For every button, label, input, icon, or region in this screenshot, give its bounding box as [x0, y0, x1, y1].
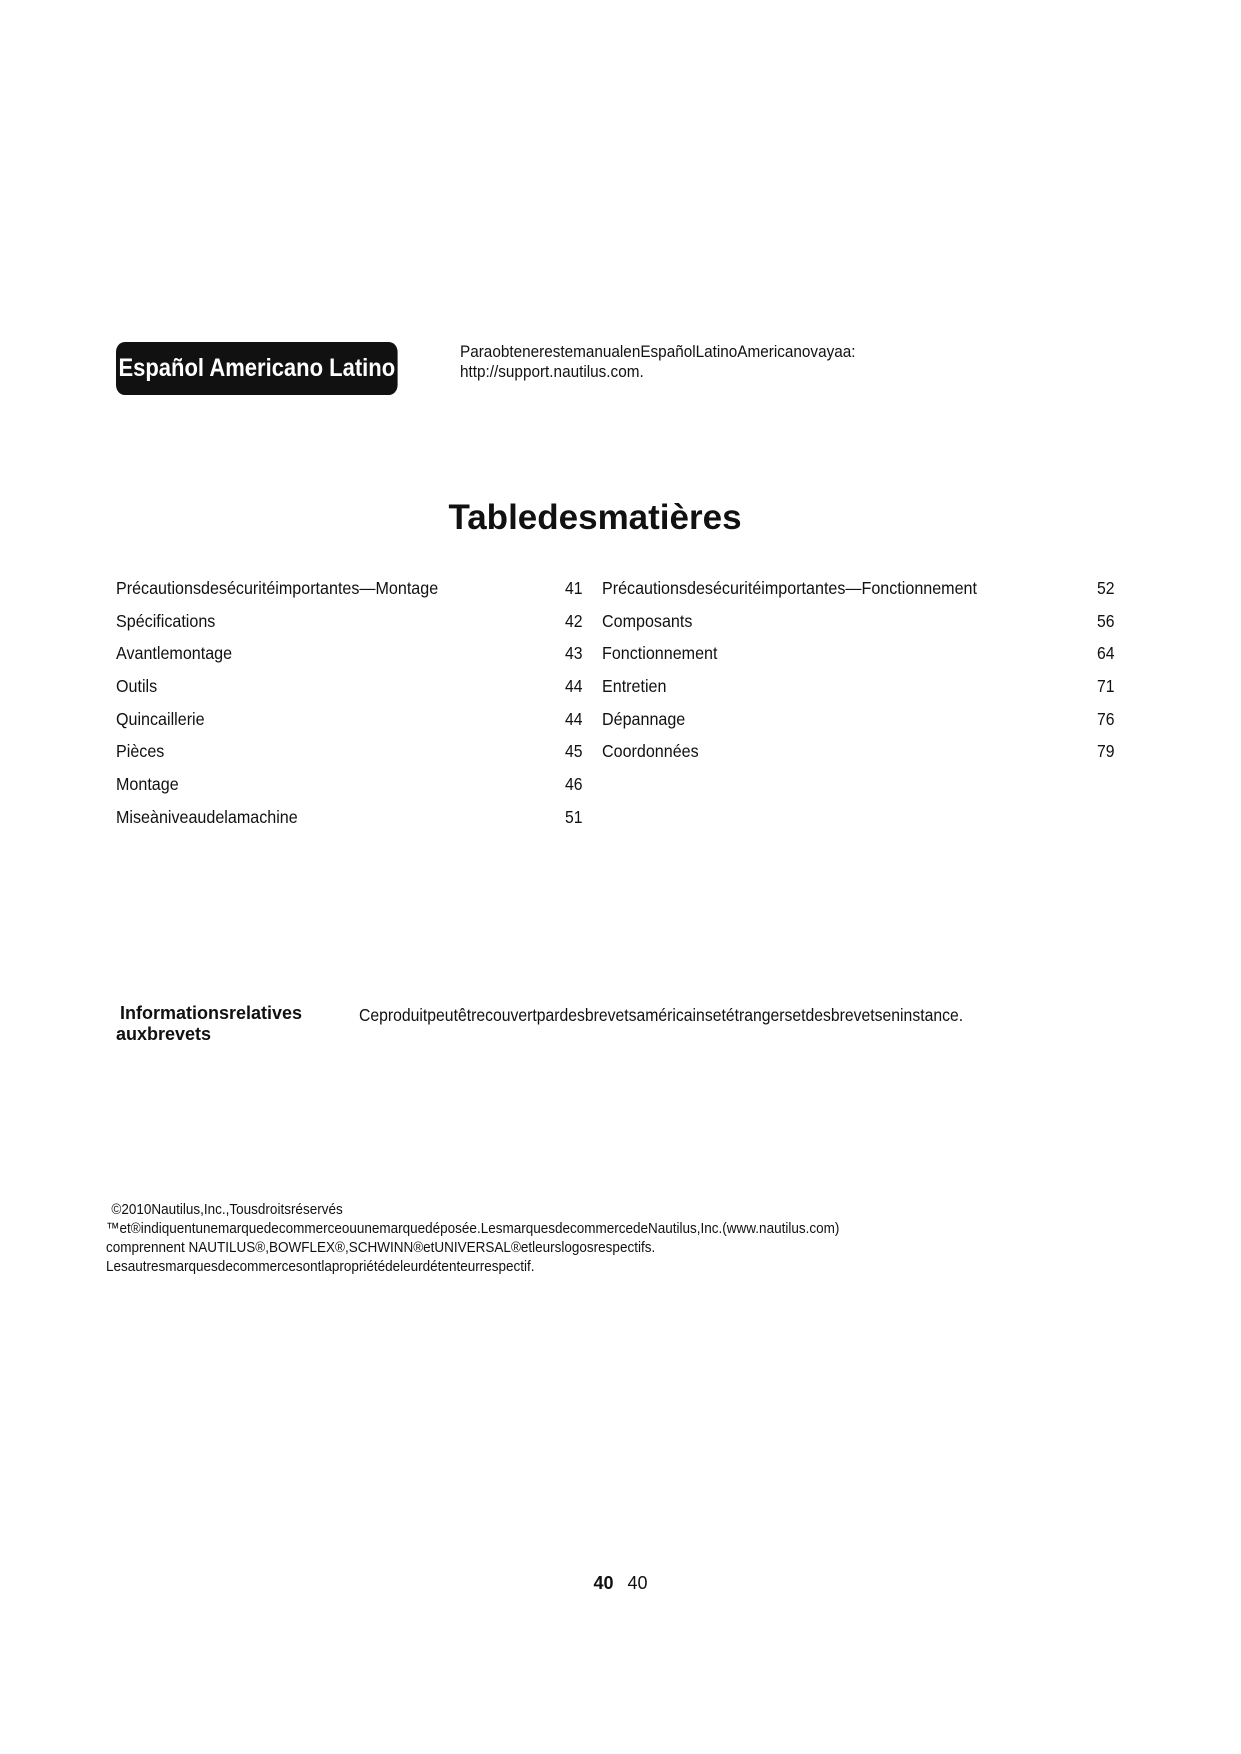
page-number — [0, 1572, 1241, 1594]
toc-title-text: Tabledesmatières — [448, 498, 742, 537]
language-badge: Español Americano Latino — [116, 342, 398, 395]
toc-entry-label: Pièces — [116, 741, 165, 762]
toc-entry-label: Fonctionnement — [602, 643, 718, 664]
toc-entry[interactable] — [602, 703, 1114, 736]
toc-entry-page: 45 — [564, 741, 582, 762]
toc-entry-page: 51 — [564, 806, 582, 827]
toc-entry-page: 76 — [1096, 708, 1114, 729]
toc-entry-page: 44 — [564, 676, 582, 697]
toc-entry[interactable] — [116, 703, 582, 736]
toc-entry-label: Avantlemontage — [116, 643, 233, 664]
toc-entry-label: Spécifications — [116, 610, 216, 631]
toc-entry-page: 56 — [1096, 610, 1114, 631]
language-note — [460, 342, 899, 382]
language-note-line1: ParaobtenerestemanualenEspañolLatinoAmericanovayaa: — [460, 342, 856, 361]
toc-entry-label: Précautionsdesécuritéimportantes—Fonctionnement — [602, 578, 977, 598]
page-number-bold: 40 — [593, 1573, 614, 1593]
toc-entry-page: 42 — [564, 610, 582, 631]
toc-entry-page: 52 — [1096, 578, 1114, 598]
toc-entry[interactable] — [116, 768, 582, 801]
language-note-url[interactable]: http://support.nautilus.com. — [460, 362, 644, 381]
toc-entry[interactable] — [116, 637, 582, 670]
toc-entry-page: 71 — [1096, 676, 1114, 697]
patent-heading-line2: auxbrevets — [116, 1024, 212, 1044]
toc-entry-label: Montage — [116, 774, 179, 795]
toc-entry-label: Entretien — [602, 676, 667, 697]
toc-entry[interactable] — [116, 735, 582, 768]
trademark-line: Lesautresmarquesdecommercesontlapropriétédeleurdétenteurrespectif. — [106, 1258, 535, 1275]
patent-heading — [116, 1003, 302, 1045]
page-number-regular: 40 — [627, 1573, 648, 1593]
toc-entry[interactable] — [116, 605, 582, 638]
toc-entry[interactable] — [602, 735, 1114, 768]
toc-entry-label: Composants — [602, 610, 693, 631]
toc-entry-page: 46 — [564, 774, 582, 795]
toc-entry[interactable] — [602, 637, 1114, 670]
copyright-line: ©2010Nautilus,Inc.,Tousdroitsréservés — [111, 1201, 343, 1218]
toc-entry-label: Précautionsdesécuritéimportantes—Montage — [116, 578, 439, 598]
toc-entry[interactable] — [116, 572, 582, 605]
toc-entry[interactable] — [116, 801, 582, 834]
toc-entry-page: 79 — [1096, 741, 1114, 762]
toc-entry-page: 41 — [564, 578, 582, 598]
toc-entry-label: Dépannage — [602, 708, 686, 729]
toc-entry-page: 44 — [564, 708, 582, 729]
toc-entry-label: Quincaillerie — [116, 708, 205, 729]
toc-entry[interactable] — [602, 572, 1114, 605]
toc-entry-label: Coordonnées — [602, 741, 699, 762]
toc-entry[interactable] — [116, 670, 582, 703]
toc-right-column — [602, 572, 1114, 768]
toc-entry-label: Outils — [116, 676, 158, 697]
toc-entry-page: 43 — [564, 643, 582, 664]
toc-entry[interactable] — [602, 670, 1114, 703]
toc-entry[interactable] — [602, 605, 1114, 638]
copyright-block — [106, 1200, 921, 1276]
patent-text: Ceproduitpeutêtrecouvertpardesbrevetsaméricainsetétrangersetdesbrevetseninstance. — [359, 1005, 964, 1025]
trademark-line: comprennent NAUTILUS®,BOWFLEX®,SCHWINN®etUNIVERSAL®etleurslogosrespectifs. — [106, 1239, 656, 1256]
toc-title — [0, 496, 1190, 540]
patent-heading-line1: Informationsrelatives — [120, 1003, 303, 1023]
toc-left-column — [116, 572, 582, 834]
trademark-line: ™et®indiquentunemarquedecommerceouunemarquedéposée.LesmarquesdecommercedeNautilus,Inc.(www.nautilus.com) — [106, 1220, 840, 1237]
toc-entry-page: 64 — [1096, 643, 1114, 664]
toc-entry-label: Miseàniveaudelamachine — [116, 806, 298, 827]
